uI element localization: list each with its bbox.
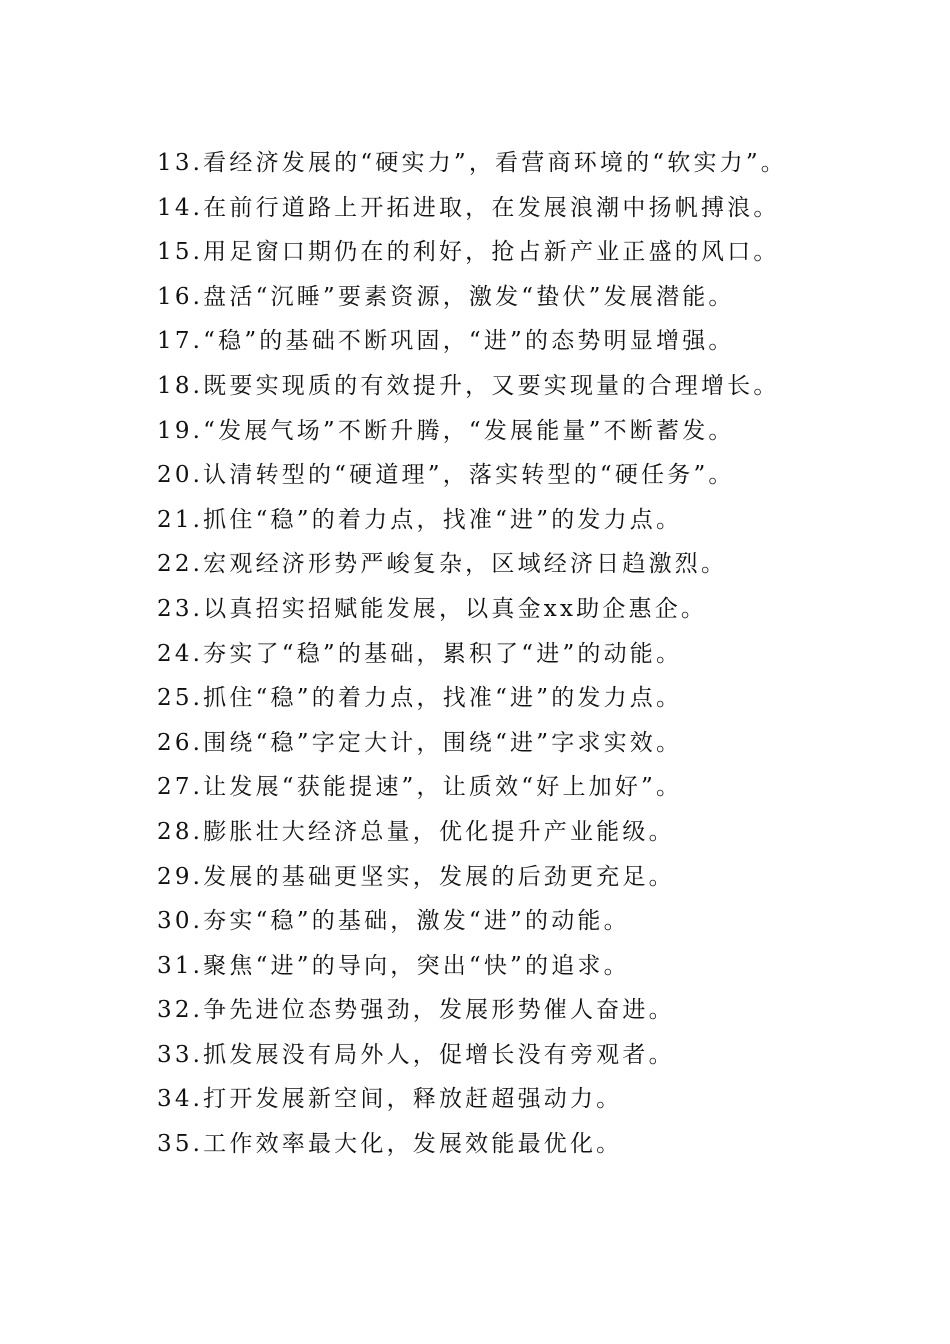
list-item: 27.让发展“获能提速”，让质效“好上加好”。 (157, 774, 683, 801)
list-item: 29.发展的基础更坚实，发展的后劲更充足。 (157, 863, 675, 890)
list-item: 17.“稳”的基础不断巩固，“进”的态势明显增强。 (157, 328, 735, 355)
list-item: 20.认清转型的“硬道理”，落实转型的“硬任务”。 (157, 462, 735, 489)
list-item: 22.宏观经济形势严峻复杂，区域经济日趋激烈。 (157, 551, 728, 578)
list-item: 18.既要实现质的有效提升，又要实现量的合理增长。 (157, 372, 780, 399)
list-item: 14.在前行道路上开拓进取，在发展浪潮中扬帆搏浪。 (157, 194, 780, 221)
list-item: 24.夯实了“稳”的基础，累积了“进”的动能。 (157, 640, 683, 667)
list-item: 30.夯实“稳”的基础，激发“进”的动能。 (157, 908, 630, 935)
list-item: 28.膨胀壮大经济总量，优化提升产业能级。 (157, 818, 675, 845)
phrase-list (157, 141, 917, 1167)
list-item: 34.打开发展新空间，释放赶超强动力。 (157, 1086, 623, 1113)
list-item: 35.工作效率最大化，发展效能最优化。 (157, 1131, 623, 1158)
list-item: 21.抓住“稳”的着力点，找准“进”的发力点。 (157, 506, 683, 533)
list-item: 15.用足窗口期仍在的利好，抢占新产业正盛的风口。 (157, 239, 780, 266)
list-item: 25.抓住“稳”的着力点，找准“进”的发力点。 (157, 685, 683, 712)
list-item: 31.聚焦“进”的导向，突出“快”的追求。 (157, 952, 630, 979)
list-item: 13.看经济发展的“硬实力”，看营商环境的“软实力”。 (157, 150, 788, 176)
list-item: 26.围绕“稳”字定大计，围绕“进”字求实效。 (157, 729, 683, 756)
list-item: 19.“发展气场”不断升腾，“发展能量”不断蓄发。 (157, 417, 735, 444)
list-item: 33.抓发展没有局外人，促增长没有旁观者。 (157, 1041, 675, 1068)
list-item: 32.争先进位态势强劲，发展形势催人奋进。 (157, 997, 675, 1024)
list-item: 23.以真招实招赋能发展，以真金xx助企惠企。 (157, 595, 708, 622)
list-item: 16.盘活“沉睡”要素资源，激发“蛰伏”发展潜能。 (157, 283, 735, 310)
